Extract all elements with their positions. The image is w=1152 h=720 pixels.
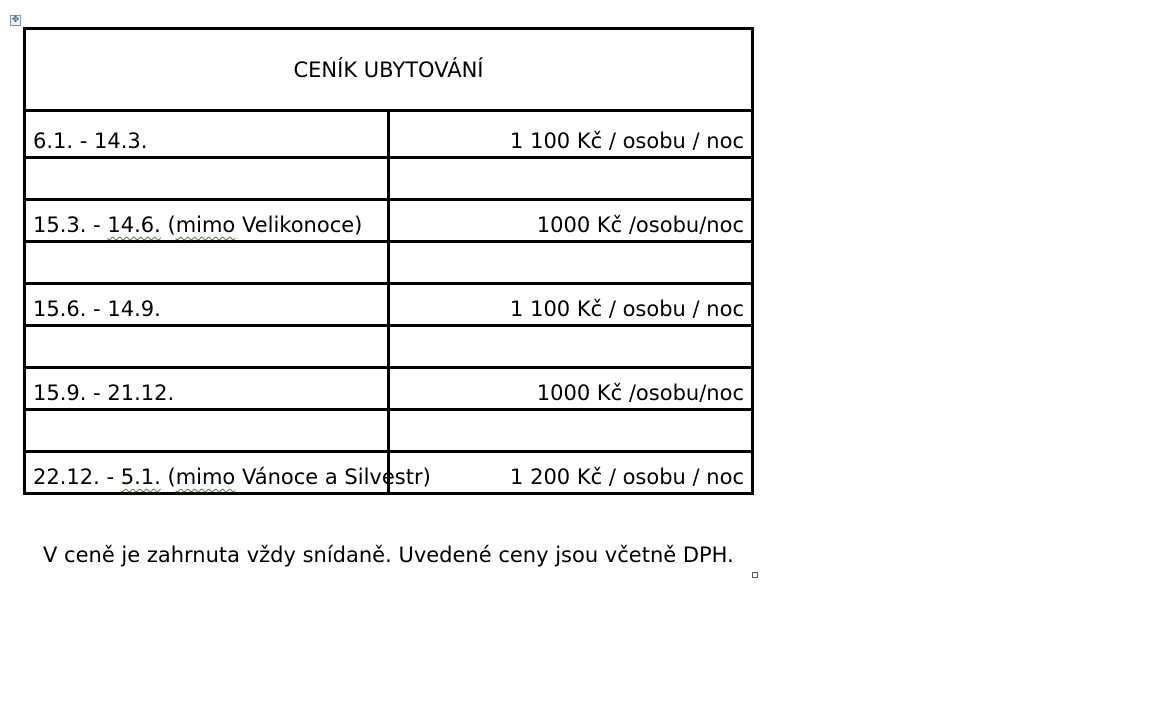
paragraph-anchor-icon xyxy=(752,572,758,578)
empty-cell xyxy=(25,326,389,368)
period-cell: 15.6. - 14.9. xyxy=(25,284,389,326)
price-cell: 1 100 Kč / osobu / noc xyxy=(389,111,753,158)
table-row xyxy=(25,368,753,410)
price-cell: 1 200 Kč / osobu / noc xyxy=(389,452,753,494)
spellcheck-flag: mimo xyxy=(175,465,236,489)
empty-cell xyxy=(389,326,753,368)
price-cell: 1000 Kč /osobu/noc xyxy=(389,200,753,242)
period-cell: 15.3. - 14.6. (mimo Velikonoce) xyxy=(25,200,389,242)
empty-cell xyxy=(25,410,389,452)
empty-row xyxy=(25,410,753,452)
empty-cell xyxy=(389,242,753,284)
table-row xyxy=(25,200,753,242)
empty-cell xyxy=(25,242,389,284)
table-row xyxy=(25,111,753,158)
price-cell: 1 100 Kč / osobu / noc xyxy=(389,284,753,326)
period-cell: 22.12. - 5.1. (mimo Vánoce a Silvestr) xyxy=(25,452,389,494)
empty-row xyxy=(25,326,753,368)
period-cell: 6.1. - 14.3. xyxy=(25,111,389,158)
empty-cell xyxy=(389,158,753,200)
spellcheck-flag: 14.6. xyxy=(107,213,161,237)
price-table xyxy=(23,27,754,495)
empty-cell xyxy=(25,158,389,200)
spellcheck-flag: 5.1. xyxy=(120,465,161,489)
empty-cell xyxy=(389,410,753,452)
table-row xyxy=(25,452,753,494)
table-move-handle-icon[interactable]: ✥ xyxy=(11,15,20,25)
empty-row xyxy=(25,242,753,284)
pricing-note: V ceně je zahrnuta vždy snídaně. Uvedené ceny jsou včetně DPH. xyxy=(43,543,734,567)
price-cell: 1000 Kč /osobu/noc xyxy=(389,368,753,410)
table-row xyxy=(25,284,753,326)
period-cell: 15.9. - 21.12. xyxy=(25,368,389,410)
spellcheck-flag: mimo xyxy=(175,213,236,237)
empty-row xyxy=(25,158,753,200)
table-title: CENÍK UBYTOVÁNÍ xyxy=(25,29,753,111)
